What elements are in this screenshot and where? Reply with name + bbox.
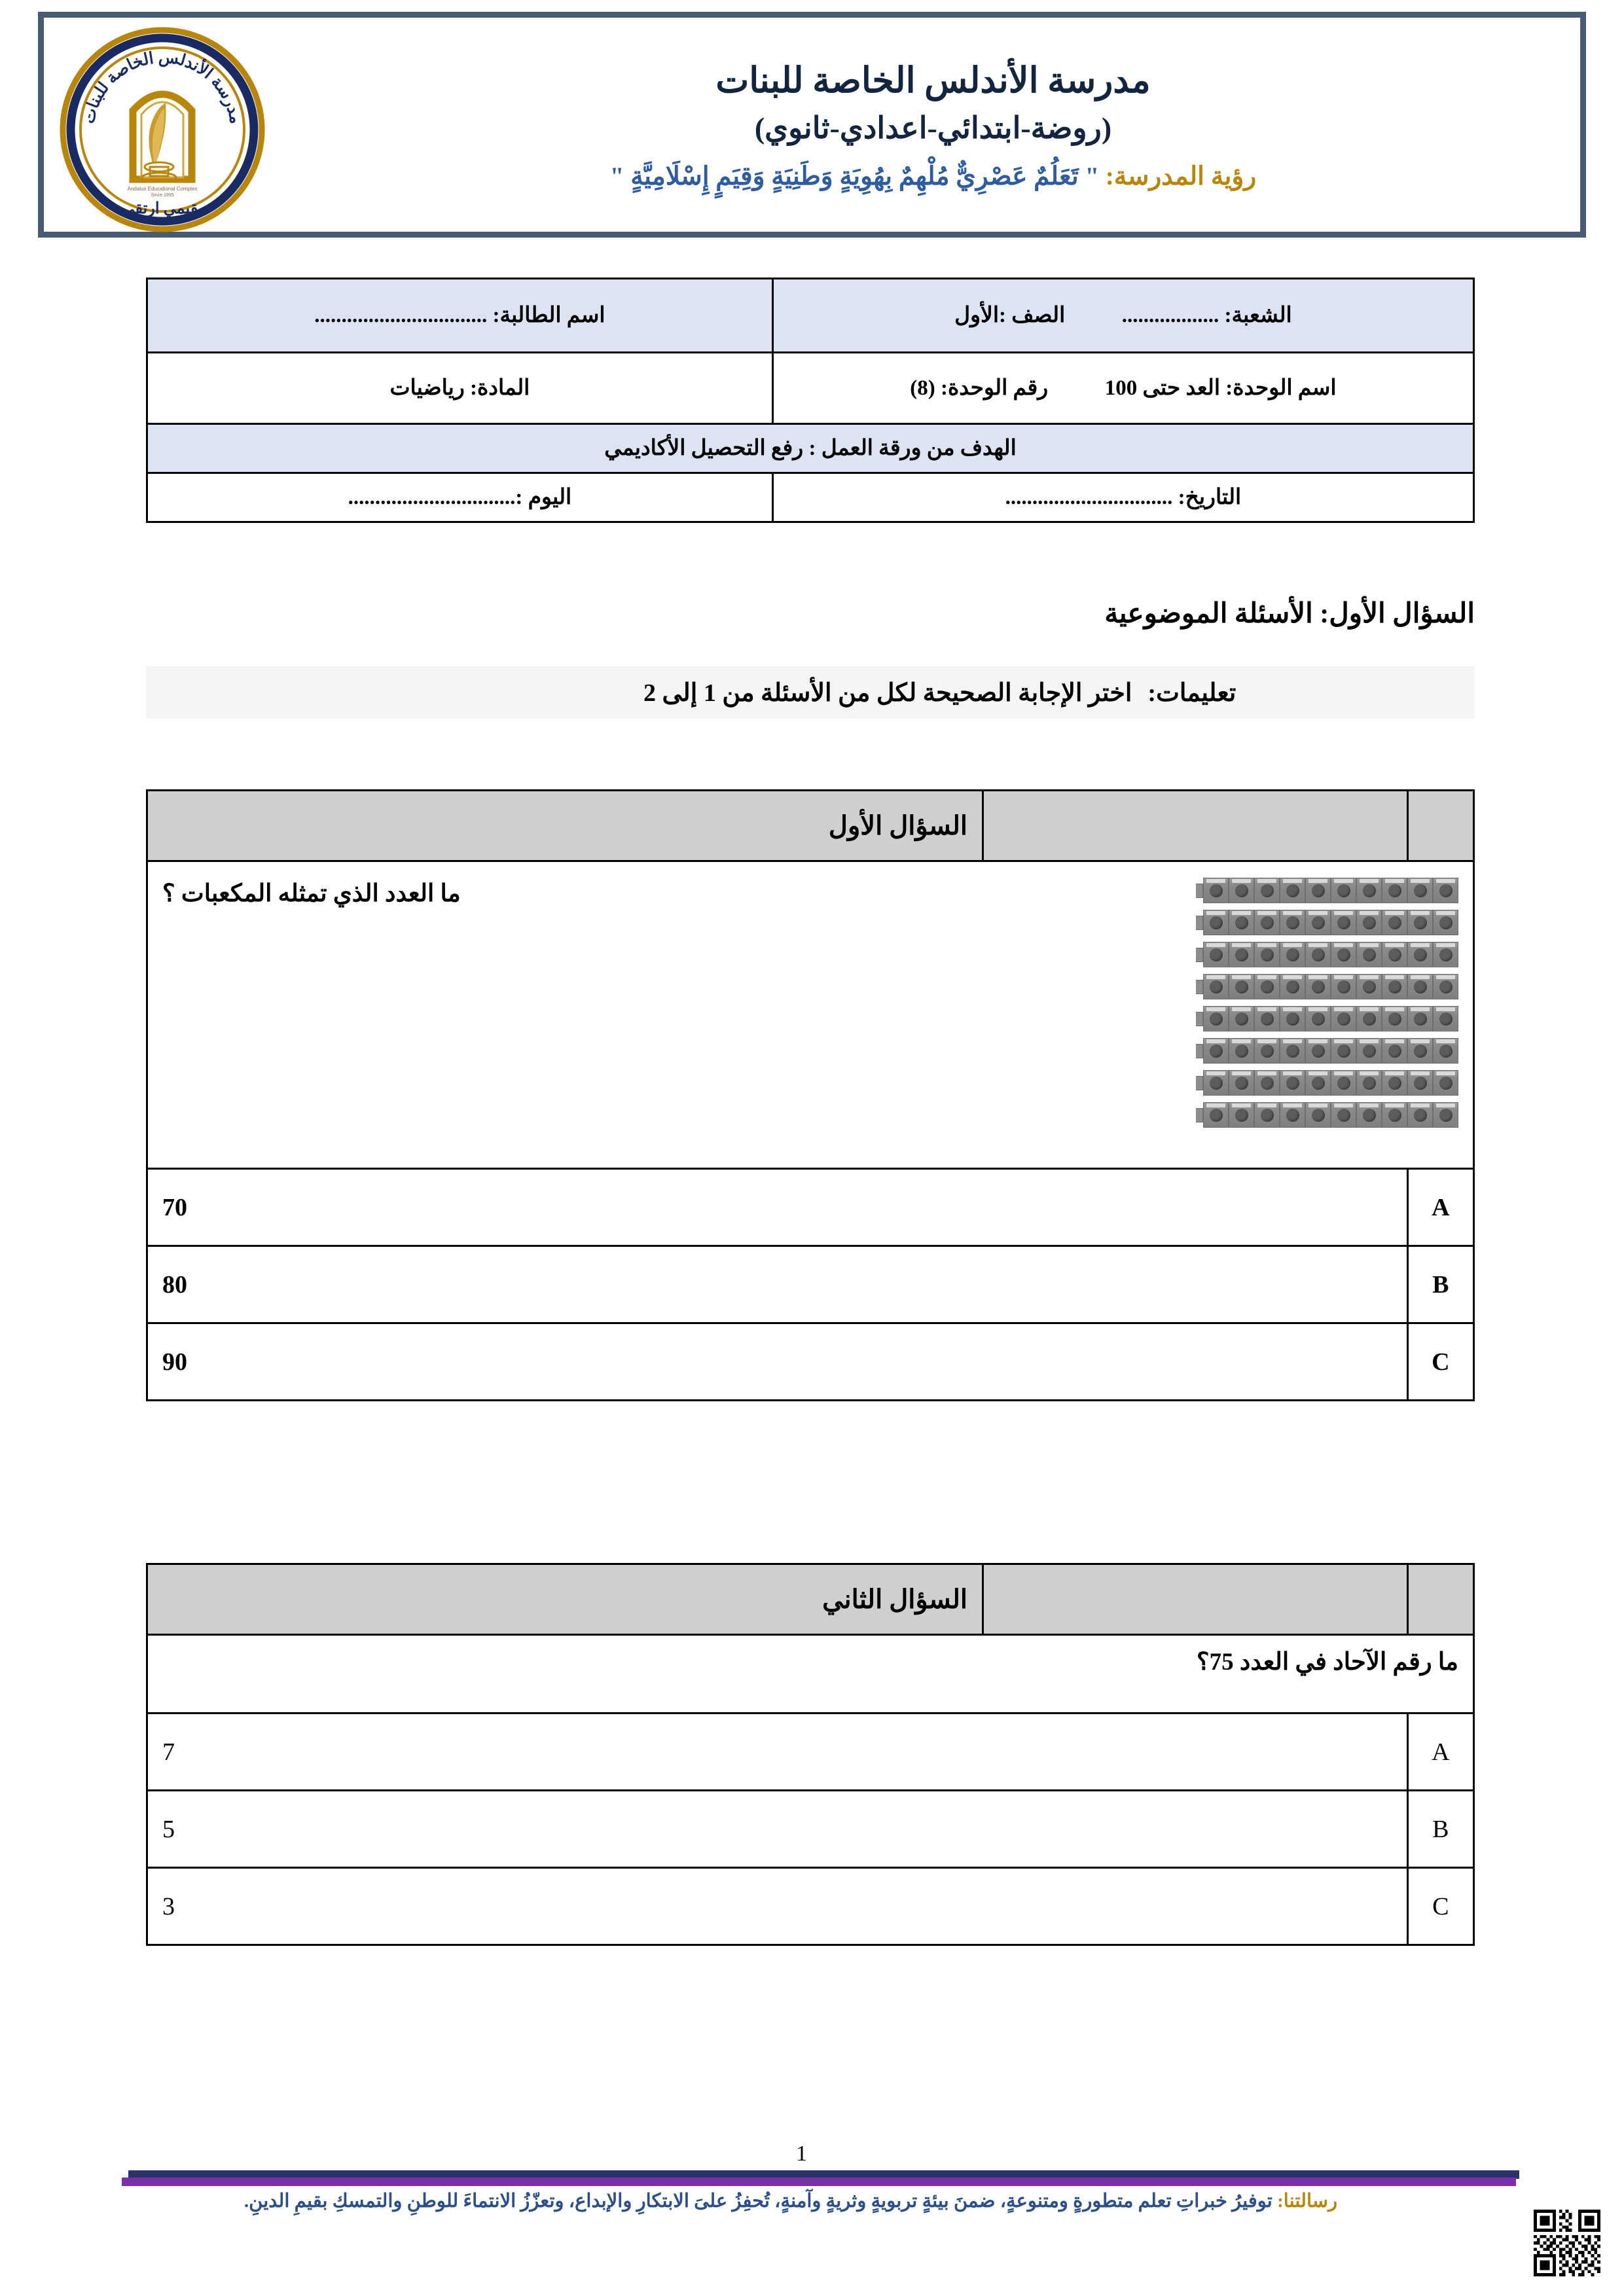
unit-cube [1356, 1070, 1382, 1096]
school-name: مدرسة الأندلس الخاصة للبنات [715, 61, 1151, 101]
unit-cube [1331, 1038, 1356, 1064]
unit-cube [1229, 1006, 1254, 1031]
day-label: اليوم :............................... [348, 485, 572, 509]
unit-cube [1356, 942, 1382, 967]
q1-option-a-value[interactable]: 70 [147, 1169, 1408, 1246]
unit-cube [1433, 942, 1458, 967]
school-mission [107, 2189, 1475, 2214]
unit-cube [1433, 1070, 1458, 1096]
table-row [147, 473, 1474, 522]
cube-rod [1196, 1038, 1458, 1064]
q2-option-c-letter[interactable]: C [1407, 1868, 1473, 1945]
unit-cube [1382, 878, 1407, 903]
subject-cell [147, 353, 773, 424]
unit-cube [1254, 1006, 1280, 1031]
q1-option-c-value[interactable]: 90 [147, 1323, 1408, 1401]
unit-cube [1356, 878, 1382, 903]
question-1-table [146, 789, 1475, 1401]
base-ten-cube-rods-graphic [1196, 878, 1458, 1128]
cube-connector-nub [1196, 1012, 1203, 1026]
worksheet-info-table [146, 278, 1475, 523]
unit-cube [1331, 910, 1356, 935]
unit-cube [1407, 1070, 1433, 1096]
section-label: الشعبة: .................. [1121, 303, 1292, 327]
date-label: التاريخ: ............................... [1005, 485, 1242, 509]
cube-rod [1196, 1102, 1458, 1128]
unit-cube [1254, 942, 1280, 967]
unit-cube [1305, 1070, 1331, 1096]
unit-cube [1305, 942, 1331, 967]
unit-cube [1433, 1038, 1458, 1064]
goal-cell: الهدف من ورقة العمل : رفع التحصيل الأكاديمي [147, 424, 1474, 473]
mission-label: رسالتنا: [1277, 2191, 1338, 2212]
section-title: السؤال الأول: الأسئلة الموضوعية [1104, 599, 1475, 629]
q2-option-b-letter[interactable]: B [1407, 1791, 1473, 1868]
table-row [147, 353, 1474, 424]
unit-cube [1331, 974, 1356, 999]
unit-number-label: رقم الوحدة: (8) [910, 376, 1049, 400]
unit-cube [1203, 878, 1229, 903]
cube-connector-nub [1196, 1076, 1203, 1090]
cube-rod [1196, 1070, 1458, 1096]
unit-cube [1305, 1102, 1331, 1128]
question-1-stem-row [147, 861, 1474, 1169]
svg-text:مدرسة الأندلس الخاصة للبنات: مدرسة الأندلس الخاصة للبنات [80, 48, 245, 126]
unit-cube [1229, 942, 1254, 967]
svg-text:Since 1995: Since 1995 [151, 193, 174, 198]
unit-cube [1254, 1070, 1280, 1096]
qr-code[interactable] [1534, 2210, 1600, 2276]
q2-head-blank-mid [983, 1564, 1408, 1635]
unit-cube [1356, 974, 1382, 999]
unit-cube [1254, 1102, 1280, 1128]
unit-cube [1433, 974, 1458, 999]
unit-cube [1305, 974, 1331, 999]
unit-cube [1229, 1070, 1254, 1096]
unit-cube [1433, 1102, 1458, 1128]
q1-option-c-letter[interactable]: C [1407, 1323, 1473, 1401]
q2-option-a-value[interactable]: 7 [147, 1713, 1408, 1791]
cube-rod [1196, 910, 1458, 935]
unit-cube [1203, 1070, 1229, 1096]
unit-cube [1229, 1038, 1254, 1064]
unit-cube [1254, 878, 1280, 903]
cube-connector-nub [1196, 948, 1203, 962]
q2-option-row-c [147, 1868, 1474, 1945]
unit-name-label: اسم الوحدة: العد حتى 100 [1104, 376, 1337, 400]
school-logo [54, 26, 270, 234]
q2-option-row-a [147, 1713, 1474, 1791]
q2-option-b-value[interactable]: 5 [147, 1791, 1408, 1868]
unit-cube [1229, 878, 1254, 903]
unit-cube [1254, 910, 1280, 935]
vision-text: " تَعَلُمٌ عَصْرِيٌّ مُلْهِمٌ بِهُوِيَةٍ وَطَنِيَةٍ وَقِيَمٍ إِسْلَامِيَّةٍ " [609, 162, 1100, 191]
unit-cube [1331, 878, 1356, 903]
cube-rod [1196, 878, 1458, 903]
unit-cube [1280, 878, 1305, 903]
cube-connector-nub [1196, 916, 1203, 930]
q2-option-row-b [147, 1791, 1474, 1868]
unit-cube [1229, 910, 1254, 935]
page-number: 1 [796, 2142, 807, 2166]
unit-cube [1280, 942, 1305, 967]
unit-cube [1203, 974, 1229, 999]
unit-cube [1433, 910, 1458, 935]
unit-cube [1407, 1006, 1433, 1031]
table-row [147, 424, 1474, 473]
date-cell [772, 473, 1473, 522]
unit-cube [1331, 1102, 1356, 1128]
cube-connector-nub [1196, 1044, 1203, 1058]
unit-cube [1382, 942, 1407, 967]
q1-option-a-letter[interactable]: A [1407, 1169, 1473, 1246]
q1-option-row-c [147, 1323, 1474, 1401]
question-1-header-row [147, 791, 1474, 861]
unit-cube [1407, 1102, 1433, 1128]
grade-section-cell [772, 279, 1473, 353]
q1-stem-cell [147, 861, 1474, 1169]
unit-cube [1382, 974, 1407, 999]
q1-option-b-value[interactable]: 80 [147, 1246, 1408, 1323]
unit-cube [1331, 1006, 1356, 1031]
instructions-text: اختر الإجابة الصحيحة لكل من الأسئلة من 1 إلى 2 [643, 679, 1132, 707]
cube-connector-nub [1196, 980, 1203, 994]
student-name-label: اسم الطالبة: ................................ [314, 303, 605, 327]
unit-cube [1331, 942, 1356, 967]
unit-cube [1280, 974, 1305, 999]
student-name-cell [147, 279, 773, 353]
cube-connector-nub [1196, 1108, 1203, 1122]
unit-cube [1229, 974, 1254, 999]
unit-cube [1356, 1006, 1382, 1031]
unit-cube [1407, 942, 1433, 967]
question-2-table [146, 1563, 1475, 1946]
instructions-label: تعليمات: [1147, 679, 1236, 707]
mission-text: توفيرُ خبراتِ تعلم متطورةٍ ومتنوعةٍ، ضمنَ بيئةٍ تربويةٍ وثريةٍ وآمنةٍ، تُحفِزُ علىَ الابتكارِ والإبداع، وتعزّزُ الانتماءَ للوطنِ والتمسكِ بقيمِ الدينِ. [244, 2191, 1272, 2212]
unit-cube [1305, 1038, 1331, 1064]
q1-option-row-b [147, 1246, 1474, 1323]
vision-label: رؤية المدرسة: [1105, 162, 1257, 191]
cube-connector-nub [1196, 884, 1203, 898]
school-header [38, 12, 1586, 238]
svg-text:Andalus Educational Complex: Andalus Educational Complex [127, 186, 198, 192]
unit-cube [1254, 1038, 1280, 1064]
unit-cube [1407, 910, 1433, 935]
unit-cell [772, 353, 1473, 424]
unit-cube [1203, 1038, 1229, 1064]
unit-cube [1382, 1038, 1407, 1064]
school-vision [610, 162, 1256, 192]
unit-cube [1382, 910, 1407, 935]
unit-cube [1356, 1102, 1382, 1128]
unit-cube [1203, 942, 1229, 967]
unit-cube [1331, 1070, 1356, 1096]
unit-cube [1280, 910, 1305, 935]
question-2-header-row [147, 1564, 1474, 1635]
table-row [147, 279, 1474, 353]
q1-header-label: السؤال الأول [147, 791, 983, 861]
q1-head-blank-left [1407, 791, 1473, 861]
question-2-stem-row [147, 1635, 1474, 1713]
unit-cube [1407, 878, 1433, 903]
q1-head-blank-mid [983, 791, 1408, 861]
header-text-block [286, 18, 1580, 232]
unit-cube [1280, 1006, 1305, 1031]
unit-cube [1382, 1006, 1407, 1031]
subject-label: المادة: رياضيات [389, 376, 530, 400]
cube-rod [1196, 974, 1458, 999]
q1-option-row-a [147, 1169, 1474, 1246]
school-stages: (روضة-ابتدائي-اعدادي-ثانوي) [754, 111, 1112, 145]
cube-rod [1196, 1006, 1458, 1031]
unit-cube [1407, 974, 1433, 999]
footer-bar-purple [122, 2178, 1516, 2186]
unit-cube [1305, 1006, 1331, 1031]
unit-cube [1280, 1038, 1305, 1064]
q2-header-label: السؤال الثاني [147, 1564, 983, 1635]
qr-code-icon [1534, 2210, 1600, 2276]
q2-option-c-value[interactable]: 3 [147, 1868, 1408, 1945]
unit-cube [1356, 910, 1382, 935]
unit-cube [1254, 974, 1280, 999]
q2-stem-cell: ما رقم الآحاد في العدد 75؟ [147, 1635, 1474, 1713]
unit-cube [1305, 910, 1331, 935]
unit-cube [1203, 1102, 1229, 1128]
unit-cube [1280, 1102, 1305, 1128]
q1-stem-text: ما العدد الذي تمثله المكعبات ؟ [162, 880, 461, 907]
q1-option-b-letter[interactable]: B [1407, 1246, 1473, 1323]
unit-cube [1203, 1006, 1229, 1031]
q2-option-a-letter[interactable]: A [1407, 1713, 1473, 1791]
unit-cube [1229, 1102, 1254, 1128]
unit-cube [1203, 910, 1229, 935]
school-seal-icon [54, 26, 270, 234]
unit-cube [1305, 878, 1331, 903]
q2-head-blank-left [1407, 1564, 1473, 1635]
unit-cube [1433, 878, 1458, 903]
day-cell [147, 473, 773, 522]
instructions-bar [146, 666, 1475, 719]
unit-cube [1382, 1102, 1407, 1128]
unit-cube [1382, 1070, 1407, 1096]
cube-rod [1196, 942, 1458, 967]
unit-cube [1280, 1070, 1305, 1096]
unit-cube [1407, 1038, 1433, 1064]
unit-cube [1433, 1006, 1458, 1031]
svg-text:بقيمي ارتقي: بقيمي ارتقي [122, 200, 203, 217]
grade-label: الصف :الأول [954, 303, 1066, 327]
unit-cube [1356, 1038, 1382, 1064]
